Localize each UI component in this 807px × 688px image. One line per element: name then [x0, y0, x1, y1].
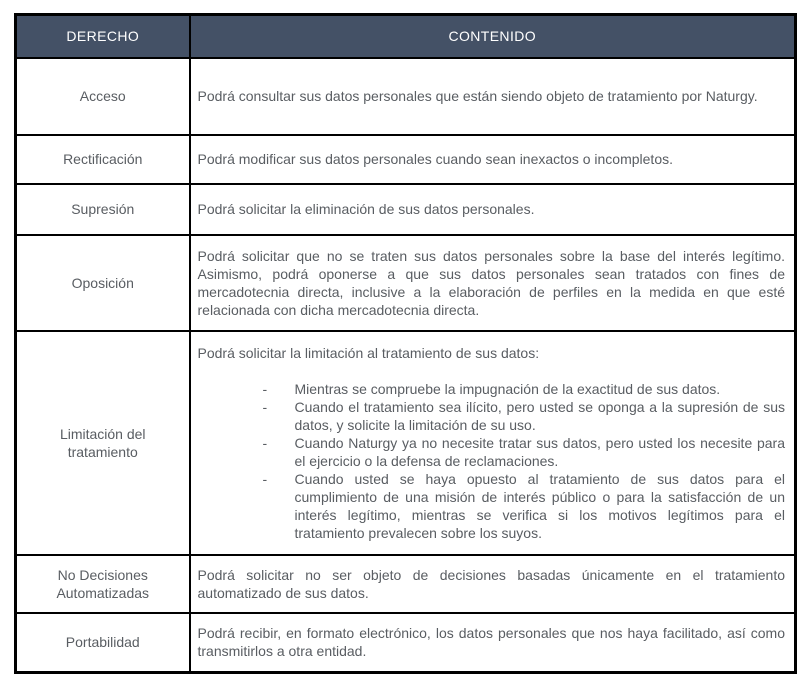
contenido-cell: Podrá solicitar no ser objeto de decisiones basadas únicamente en el tratamiento automatizado de sus datos. [190, 555, 796, 613]
table-row-oposicion [16, 235, 796, 331]
list-item: - Cuando el tratamiento sea ilícito, pero usted se oponga a la supresión de sus datos, y solicite la limitación de su uso. [198, 398, 786, 434]
contenido-cell: Podrá consultar sus datos personales que están siendo objeto de tratamiento por Naturgy. [190, 58, 796, 135]
list-item: - Mientras se compruebe la impugnación de la exactitud de sus datos. [198, 380, 786, 398]
contenido-cell: Podrá solicitar que no se traten sus datos personales sobre la base del interés legítimo. Asimismo, podrá oponerse a que sus datos personales sean tratados con fines de mercadotecnia directa, inclusive a la elaboración de perfiles en la medida en que esté relacionada con dicha mercadotecnia directa. [190, 235, 796, 331]
table-row-limitacion [16, 331, 796, 555]
table-row-acceso [16, 58, 796, 135]
derecho-cell: Portabilidad [16, 613, 190, 673]
table-row-portabilidad [16, 613, 796, 673]
table-header-row [16, 15, 796, 58]
derecho-cell: Oposición [16, 235, 190, 331]
list-item: - Cuando Naturgy ya no necesite tratar sus datos, pero usted los necesite para el ejercicio o la defensa de reclamaciones. [198, 434, 786, 470]
limitacion-list [198, 380, 786, 542]
contenido-cell [190, 331, 796, 555]
derecho-cell: Supresión [16, 184, 190, 235]
limitacion-intro: Podrá solicitar la limitación al tratamiento de sus datos: [197, 344, 540, 361]
derecho-cell: Acceso [16, 58, 190, 135]
contenido-cell: Podrá recibir, en formato electrónico, los datos personales que nos haya facilitado, así como transmitirlos a otra entidad. [190, 613, 796, 673]
contenido-cell: Podrá modificar sus datos personales cuando sean inexactos o incompletos. [190, 135, 796, 184]
list-item: - Cuando usted se haya opuesto al tratamiento de sus datos para el cumplimiento de una misión de interés público o para la satisfacción de un interés legítimo, mientras se verifica si los motivos legítimos para el tratamiento prevalecen sobre los suyos. [198, 470, 786, 542]
derecho-cell: Rectificación [16, 135, 190, 184]
rights-table [14, 13, 797, 674]
derecho-cell: No Decisiones Automatizadas [16, 555, 190, 613]
table-row-supresion [16, 184, 796, 235]
column-header-derecho: DERECHO [16, 15, 190, 58]
table-row-no-decisiones [16, 555, 796, 613]
contenido-cell: Podrá solicitar la eliminación de sus datos personales. [190, 184, 796, 235]
derecho-cell: Limitación del tratamiento [16, 331, 190, 555]
table-row-rectificacion [16, 135, 796, 184]
column-header-contenido: CONTENIDO [190, 15, 796, 58]
